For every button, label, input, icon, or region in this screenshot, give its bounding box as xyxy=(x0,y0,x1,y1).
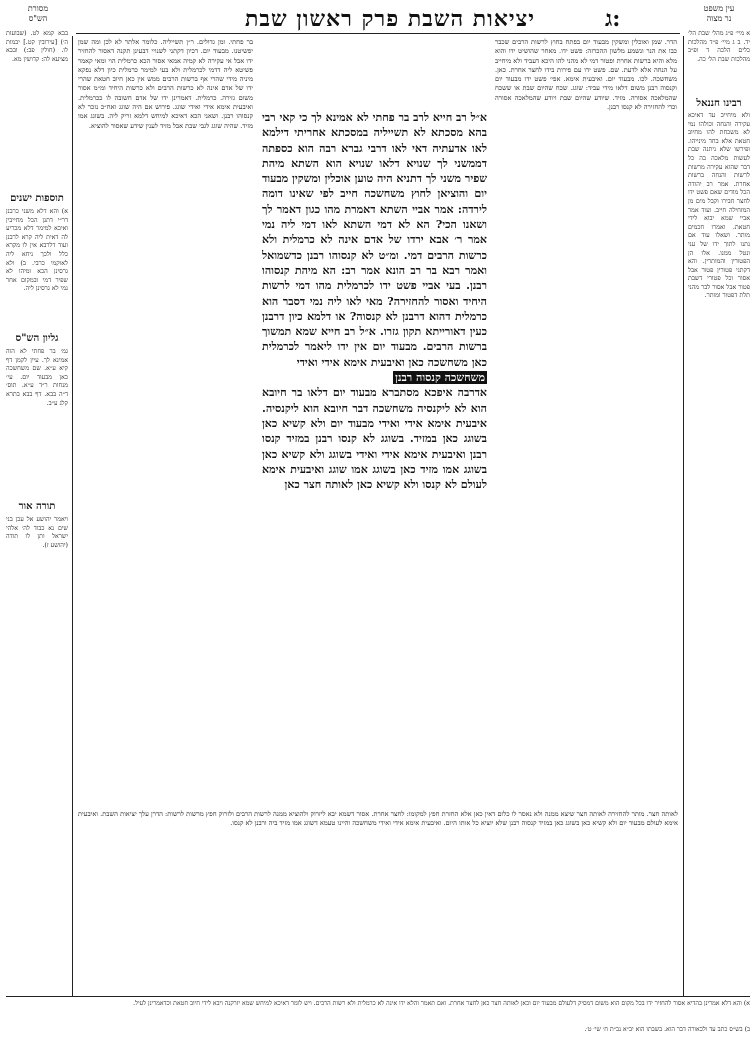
left-margin-rule xyxy=(72,36,73,996)
masoret-heading: מסורת הש"ס xyxy=(27,4,49,23)
torah-or: ויאמר יהושע אל עכן בני שים נא כבוד לה׳ אלהי ישראל ותן לו תודה (יהושע ז). xyxy=(6,516,68,549)
footer-notes: א) והא דלא אמרינן בהדיא אסור להחזיר ידו בכל מקום הוא משום דמסיק דלעולם מבעוד יום וכאן לאותה חצר כאן לחצר אחרת. ואם תאמר והלא ידו אינה לא כרמלית ולא רשות הרבים. ויש לומר דאיכא למיחש שמא יזרקנה ויבא לידי חיוב חטאת וכדאמרינן לעיל. xyxy=(133,1000,750,1007)
right-margin-rule xyxy=(683,36,684,996)
ein-mishpat-heading: עין משפט נר מצוה xyxy=(703,4,735,23)
tosafot-yeshanim-title: תוספות ישנים xyxy=(10,193,64,204)
highlighted-phrase: משחשכה קנסוה רבנן xyxy=(395,371,485,385)
masoret-hashas: בבא קמא לט. (שבועות ה׳) [עירובין קט.] יבמות לו. (חולין פב:) ובבא מציעא לה: קדושין מא. xyxy=(6,30,68,63)
page-title: יציאות השבת פרק ראשון שבת xyxy=(244,6,535,32)
ein-mishpat-text: א מיי׳ פ״ג מהל׳ שבת הל׳ יד. ב ג מיי׳ פ״ד מהלכות כלים הלכה ד ופ״ב מהלכות שבת הל׳ כה. xyxy=(688,30,750,63)
gemara-text-2: אדרבה איפכא מסתברא מבעוד יום דלאו בר חיובא הוא לא ליקנסיה משחשכה דבר חיובא הוא ליקנסיה. איבעית אימא אידי ואידי מבעוד יום ולא קשיא כאן בשוגג כאן במזיד. בשוגג לא קנסו רבנן במזיד קנסו רבנן ואיבעית אימא אידי ואידי בשוגג ולא קשיא כאן בשוגג אמו מזיד כאן בשוגג אמו שוגג ואיבעית אימא לעולם לא קנסו ולא קשיא כאן לאותה חצר כאן xyxy=(262,386,487,492)
rabbeinu-chananel-title: רבינו חננאל xyxy=(696,98,742,109)
tosafot-column: בר פחתי. ומן גדולים. ר״ן תשייליה. כלומר אלתר לא לכן ומה שמן יפשיטנו. מבעוד יום. דכיון דקתני לשנויי דבעינן תקנה דאסור להחזיר ידו אבל אי עקירה לא קמיה אמאי אסור הכא כרמלית הוי ומאי קאמר פשיטא ליה דדמי לכרמלית ולא בעי למימר כרמלית כיון דלא נפקא מיניה מידי שהרי אף ברשות הרבים ממש אין כאן חיוב חטאת שהרי ידו של אדם אינה לא כרשות הרבים ולא כרשות היחיד ומ״מ אסור משום גזירה. כרמלית. דאמרינן ידו של אדם חשובה לו ככרמלית. ואיבעית אימא אידי ואידי שוגג. פירוש אם היה שוגג ואח״כ נזכר לא קנסוהו רבנן. ושאני הכא דאיכא למיחש דלמא זריק ליה. בשוגג אמו מזיד. שהיה שוגג לגבי שבת אבל מזיד לענין שידע שאסור להוציא. xyxy=(78,38,253,130)
gemara-text: א״ל רב חייא לרב בר פחתי לא אמינא לך כי קאי רבי בהא מסכתא לא תשייליה במסכתא אחריתי דילמא לאו אדעתיה דאי לאו דרבי גברא רבה הוא כספתה דממשני לך שנויא דלאו שנויא הוא השתא מיהת שפיר משני לך דתניא היה טוען אוכלין ומשקין מבעוד יום והוציאן לחוץ משחשכה חייב לפי שאינו דומה לירדה: אמר אביי השתא דאמרת מהו כגון דאמר לך ושאנו הכי? הא לא דמי השתא לאו דמי ליה נמי אמר ר׳ אבא ירדו של אדם אינה לא כרמלית ולא כרשות הרבים דמי. ומ״ט לא קנסוהו רבנן כדשמואל ואמר רבא בר רב הונא אמר רב: הא מיהת קנסוהו רבנן. בעי אביי פשט ידו לכרמלית מהו דמי לרשות היחיד ואסור להחזירה? מאי לאו ליה נמי דסבר הוא כרמלית דהוא דרבנן לא קנסוה? או דלמא כיון דרבנן כעין דאורייתא תקון גזרו. א״ל רב חייא שמא תמשוך ברשות הרבים. מבעוד יום אין ידו ליאמר לכרמלית כאן משחשכה כאן ואיבעית אימא אידי ואידי xyxy=(262,111,487,369)
gilyon-hashas: גמ׳ בר פחתי לא הוה אמינא לך. עיין לקמן דף קיא ע״א. שם משחשכה כאן מבעוד יום. עי׳ מנחות ר״ד ע״א. תוס׳ ד״ה בבא. דף בבא בתרא קלג ע״ב. xyxy=(6,348,68,407)
page-number: ג: xyxy=(605,6,621,32)
footer-rule xyxy=(6,996,750,997)
header-rule xyxy=(76,33,680,34)
torah-or-title: תורה אור xyxy=(18,501,56,512)
gilyon-hashas-title: גליון הש"ס xyxy=(15,333,59,344)
tosafot-yeshanim: א) והא דלא משני כרבנן דר״י דתנן הכל מחייבין ואיכא למימר דלא מכריע לה דאית ליה קרא לרבנן ועוד דלרבא אין לו מקרא כלל ולכך ניחא ליה לאוקמי כרבי. ב) ולא גרסינן הכא ומיהו לא שפיר דמי ובמקום אחר נמי לא גרסינן ליה. xyxy=(6,208,68,293)
gemara-column xyxy=(262,110,487,805)
bottom-commentary: לאותה חצר. מותר להחזירה לאותה חצר שיצא ממנה ולא נאסר לו כלום דאין כאן אלא החזרת חפץ למקומו: לחצר אחרת. אסור דשמא יבא ליזרוק ולהוציא ממנה לרשות הרבים ולזרוק חפץ מרשות לרשות: הדרן עלך יציאות השבת. ואיבעית אימא לעולם מבעוד יום ולא קשיא כאן בשוגג כאן במזיד קנסוה רבנן שלא יוציא כל אותו היום. ואיבעית אימא אידי ואידי משחשכה והיינו טעמא דשוגג אמו מזיד ביה ורבנן לא קנסו. xyxy=(78,810,678,828)
footnote-bottom: ב) בש״ס כתב עד ולכאורה דבר הוא. בשבתו הוא יב״א נב״ת ח׳ שי׳ ט׳. xyxy=(584,1026,750,1033)
rashi-column: הדר. שמן ואוכלין ומשקין מבעוד יום בפתח בחוץ לרשות הרבים שכבר כבו את הנר ונשמע מלשון ההכרזה: פשט ידו. מאחר שהושיט ידו והוא מלא והיא ברשות אחרת ופטור דמי לא מהני להו היכא דעביד ולא מיחייב על הנחה אלא לדעת. שם. פשט ידו עם פירות בידו לחצר אחרת. כאן. משחשכה. לכו. מבעוד יום. ואיבעית אימא. אפי׳ פשט ידו מבעוד יום וקנסוה רבנן משום דלאו מידי עביד: שוגג. שכח שהיום שבת או ששכח שהמלאכה אסורה. מזיד. שיודע שהיום שבת ויודע שהמלאכה אסורה וכדי להחזירה לא קנסו רבנן. xyxy=(495,38,677,112)
gemara-highlight-line xyxy=(262,370,487,385)
rabbeinu-chananel: ולא מיחייב עד דאיכא עקירה והנחה וכולהו נמי לא משכחת להו מחיוב חטאת אלא בחד מינייהו. ופירשו שלא ניתנה שבת לעשות מלאכה בה כל דבר שהוא עקירה מרשות לרשות והנחה ברשות אחרת. אמר רב יהודה הכל מודים שאם פשט ידו לחצר חבירו וקבל מים מן המזחילה חייב. ועוד אמר אביי שמא יבוא לידי חטאת. ואמרו חכמים מותר. ושאלו עוד אם נתנו לתוך ידו של עני ונטל ממנו. אלו הן הפטורין והמותרין. והא דקתני פטורין פטור אבל אסור וכל פטורי דשבת פטור אבל אסור לבר מהני תלת דפטור ומותר. xyxy=(688,112,750,300)
